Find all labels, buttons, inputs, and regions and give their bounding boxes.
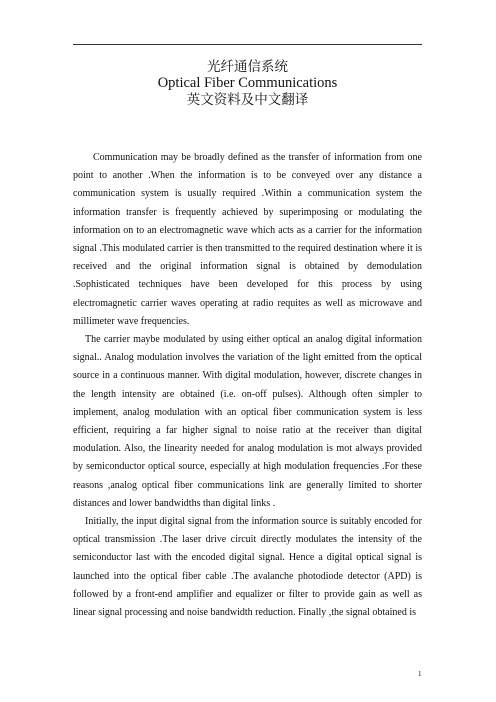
header-rule: [73, 44, 422, 45]
title-chinese: 光纤通信系统: [207, 59, 288, 74]
title-block: [73, 59, 422, 108]
subtitle-chinese: 英文资料及中文翻译: [186, 92, 309, 107]
page-number: 1: [418, 670, 422, 678]
paragraph-3: Initially, the input digital signal from the information source is suitably encoded for optical transmission .The laser drive circuit directly modulates the intensity of the semiconductor last with the encoded digital signal. Hence a digital optical signal is launched into the optical fiber cable .The avalanche photodiode detector (APD) is followed by a front-end amplifier and equalizer or filter to provide gain as well as linear signal processing and noise bandwidth reduction. Finally ,the signal obtained is: [73, 516, 422, 619]
title-english: Optical Fiber Communications: [157, 75, 338, 91]
paragraph-2: The carrier maybe modulated by using either optical an analog digital information signal.. Analog modulation involves the variation of the light emitted from the optical source in a continuous manner. With digital modulation, however, discrete changes in the length intensity are obtained (i.e. on-off pulses). Although often simpler to implement, analog modulation with an optical fiber communication system is less efficient, requiring a far higher signal to noise ratio at the receiver than digital modulation. Also, the linearity needed for analog modulation is mot always provided by semiconductor optical source, especially at high modulation frequencies .For these reasons ,analog optical fiber communications link are generally limited to shorter distances and lower bandwidths than digital links .: [73, 334, 422, 509]
document-body: [73, 149, 422, 622]
paragraph-1: Communication may be broadly defined as the transfer of information from one point to another .When the information is to be conveyed over any distance a communication system is usually required .Within a communication system the information transfer is frequently achieved by superimposing or modulating the information on to an electromagnetic wave which acts as a carrier for the information signal .This modulated carrier is then transmitted to the required destination where it is received and the original information signal is obtained by demodulation .Sophisticated techniques have been developed for this process by using electromagnetic carrier waves operating at radio requites as well as microwave and millimeter wave frequencies.: [73, 152, 422, 327]
